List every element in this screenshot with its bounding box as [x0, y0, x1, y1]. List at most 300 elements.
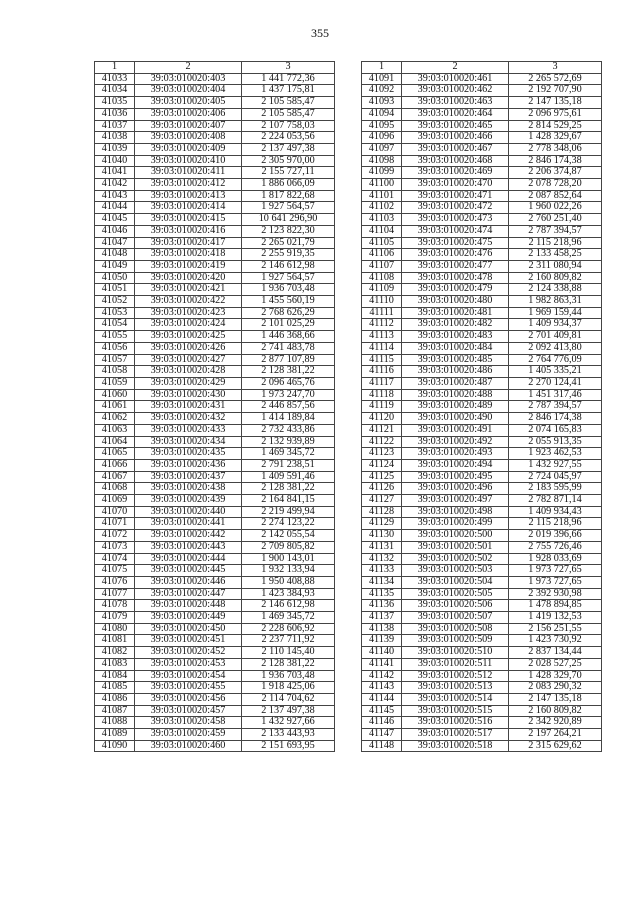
value-cell: 1 973 727,65 [509, 565, 602, 577]
row-number-cell: 41071 [95, 518, 135, 530]
value-cell: 2 110 145,40 [242, 647, 335, 659]
value-cell: 2 096 975,61 [509, 108, 602, 120]
value-cell: 1 428 329,67 [509, 132, 602, 144]
cadastral-number-cell: 39:03:010020:472 [402, 202, 509, 214]
table-row [95, 108, 335, 120]
value-cell: 2 128 381,22 [242, 483, 335, 495]
cadastral-number-cell: 39:03:010020:512 [402, 670, 509, 682]
cadastral-number-cell: 39:03:010020:506 [402, 600, 509, 612]
row-number-cell: 41043 [95, 190, 135, 202]
row-number-cell: 41042 [95, 179, 135, 191]
cadastral-number-cell: 39:03:010020:483 [402, 331, 509, 343]
value-cell: 1 428 329,70 [509, 670, 602, 682]
row-number-cell: 41056 [95, 342, 135, 354]
row-number-cell: 41075 [95, 565, 135, 577]
table-row [95, 448, 335, 460]
row-number-cell: 41060 [95, 389, 135, 401]
value-cell: 2 133 458,25 [509, 249, 602, 261]
cadastral-number-cell: 39:03:010020:492 [402, 436, 509, 448]
table-row [362, 623, 602, 635]
value-cell: 2 115 218,96 [509, 237, 602, 249]
value-cell: 1 936 703,48 [242, 670, 335, 682]
table-row [95, 319, 335, 331]
table-row [95, 85, 335, 97]
value-cell: 2 782 871,14 [509, 495, 602, 507]
value-cell: 2 160 809,82 [509, 272, 602, 284]
table-row [362, 530, 602, 542]
row-number-cell: 41090 [95, 740, 135, 752]
table-header-row [95, 62, 335, 74]
table-row [95, 342, 335, 354]
row-number-cell: 41107 [362, 260, 402, 272]
row-number-cell: 41116 [362, 366, 402, 378]
cadastral-number-cell: 39:03:010020:412 [135, 179, 242, 191]
row-number-cell: 41046 [95, 225, 135, 237]
row-number-cell: 41080 [95, 623, 135, 635]
value-cell: 2 846 174,38 [509, 413, 602, 425]
row-number-cell: 41128 [362, 506, 402, 518]
row-number-cell: 41078 [95, 600, 135, 612]
table-row [362, 600, 602, 612]
cadastral-number-cell: 39:03:010020:482 [402, 319, 509, 331]
row-number-cell: 41074 [95, 553, 135, 565]
row-number-cell: 41098 [362, 155, 402, 167]
cadastral-number-cell: 39:03:010020:438 [135, 483, 242, 495]
table-row [95, 284, 335, 296]
table-row [95, 471, 335, 483]
table-row [95, 296, 335, 308]
cadastral-number-cell: 39:03:010020:475 [402, 237, 509, 249]
value-cell: 2 115 218,96 [509, 518, 602, 530]
value-cell: 2 791 238,51 [242, 459, 335, 471]
row-number-cell: 41063 [95, 424, 135, 436]
table-row [95, 249, 335, 261]
cadastral-number-cell: 39:03:010020:440 [135, 506, 242, 518]
cadastral-number-cell: 39:03:010020:474 [402, 225, 509, 237]
value-cell: 2 055 913,35 [509, 436, 602, 448]
value-cell: 2 315 629,62 [509, 740, 602, 752]
row-number-cell: 41141 [362, 658, 402, 670]
value-cell: 2 197 264,21 [509, 729, 602, 741]
value-cell: 2 124 338,88 [509, 284, 602, 296]
row-number-cell: 41035 [95, 97, 135, 109]
table-row [95, 167, 335, 179]
cadastral-number-cell: 39:03:010020:427 [135, 354, 242, 366]
row-number-cell: 41059 [95, 377, 135, 389]
table-row [95, 214, 335, 226]
row-number-cell: 41122 [362, 436, 402, 448]
row-number-cell: 41111 [362, 307, 402, 319]
value-cell: 2 255 919,35 [242, 249, 335, 261]
table-row [362, 729, 602, 741]
cadastral-number-cell: 39:03:010020:465 [402, 120, 509, 132]
cadastral-number-cell: 39:03:010020:481 [402, 307, 509, 319]
table-row [362, 284, 602, 296]
value-cell: 2 146 612,98 [242, 600, 335, 612]
cadastral-number-cell: 39:03:010020:498 [402, 506, 509, 518]
row-number-cell: 41131 [362, 541, 402, 553]
row-number-cell: 41061 [95, 401, 135, 413]
cadastral-number-cell: 39:03:010020:471 [402, 190, 509, 202]
value-cell: 1 960 022,26 [509, 202, 602, 214]
row-number-cell: 41130 [362, 530, 402, 542]
value-cell: 2 741 483,78 [242, 342, 335, 354]
table-row [362, 202, 602, 214]
table-row [95, 495, 335, 507]
cadastral-number-cell: 39:03:010020:458 [135, 717, 242, 729]
cadastral-number-cell: 39:03:010020:429 [135, 377, 242, 389]
value-cell: 1 446 368,66 [242, 331, 335, 343]
cadastral-number-cell: 39:03:010020:502 [402, 553, 509, 565]
table-row [362, 693, 602, 705]
cadastral-number-cell: 39:03:010020:407 [135, 120, 242, 132]
row-number-cell: 41138 [362, 623, 402, 635]
table-row [362, 190, 602, 202]
value-cell: 1 469 345,72 [242, 612, 335, 624]
value-cell: 2 724 045,97 [509, 471, 602, 483]
row-number-cell: 41110 [362, 296, 402, 308]
cadastral-number-cell: 39:03:010020:434 [135, 436, 242, 448]
cadastral-number-cell: 39:03:010020:415 [135, 214, 242, 226]
cadastral-number-cell: 39:03:010020:448 [135, 600, 242, 612]
row-number-cell: 41094 [362, 108, 402, 120]
row-number-cell: 41113 [362, 331, 402, 343]
table-row [95, 225, 335, 237]
cadastral-number-cell: 39:03:010020:518 [402, 740, 509, 752]
row-number-cell: 41092 [362, 85, 402, 97]
value-cell: 1 423 384,93 [242, 588, 335, 600]
table-row [95, 260, 335, 272]
row-number-cell: 41065 [95, 448, 135, 460]
table-row [95, 670, 335, 682]
table-row [95, 600, 335, 612]
table-row [362, 377, 602, 389]
cadastral-number-cell: 39:03:010020:418 [135, 249, 242, 261]
row-number-cell: 41095 [362, 120, 402, 132]
cadastral-number-cell: 39:03:010020:439 [135, 495, 242, 507]
cadastral-number-cell: 39:03:010020:457 [135, 705, 242, 717]
row-number-cell: 41142 [362, 670, 402, 682]
value-cell: 2 147 135,18 [509, 97, 602, 109]
cadastral-number-cell: 39:03:010020:450 [135, 623, 242, 635]
cadastral-number-cell: 39:03:010020:454 [135, 670, 242, 682]
table-row [95, 565, 335, 577]
table-row [95, 553, 335, 565]
table-row [95, 377, 335, 389]
table-row [362, 740, 602, 752]
row-number-cell: 41087 [95, 705, 135, 717]
table-row [362, 296, 602, 308]
table-row [362, 237, 602, 249]
row-number-cell: 41127 [362, 495, 402, 507]
table-row [95, 272, 335, 284]
registry-table-right [361, 61, 602, 752]
table-row [362, 354, 602, 366]
value-cell: 2 846 174,38 [509, 155, 602, 167]
table-row [95, 331, 335, 343]
table-row [95, 307, 335, 319]
row-number-cell: 41137 [362, 612, 402, 624]
cadastral-number-cell: 39:03:010020:431 [135, 401, 242, 413]
row-number-cell: 41045 [95, 214, 135, 226]
column-header: 1 [95, 62, 135, 74]
cadastral-number-cell: 39:03:010020:491 [402, 424, 509, 436]
cadastral-number-cell: 39:03:010020:495 [402, 471, 509, 483]
cadastral-number-cell: 39:03:010020:430 [135, 389, 242, 401]
row-number-cell: 41054 [95, 319, 135, 331]
row-number-cell: 41120 [362, 413, 402, 425]
table-row [95, 120, 335, 132]
value-cell: 2 709 805,82 [242, 541, 335, 553]
table-row [362, 319, 602, 331]
table-row [362, 179, 602, 191]
table-row [95, 401, 335, 413]
cadastral-number-cell: 39:03:010020:494 [402, 459, 509, 471]
table-row [95, 143, 335, 155]
table-row [362, 565, 602, 577]
cadastral-number-cell: 39:03:010020:508 [402, 623, 509, 635]
table-row [362, 506, 602, 518]
cadastral-number-cell: 39:03:010020:478 [402, 272, 509, 284]
row-number-cell: 41044 [95, 202, 135, 214]
cadastral-number-cell: 39:03:010020:517 [402, 729, 509, 741]
value-cell: 2 270 124,41 [509, 377, 602, 389]
row-number-cell: 41114 [362, 342, 402, 354]
value-cell: 1 419 132,53 [509, 612, 602, 624]
value-cell: 2 128 381,22 [242, 658, 335, 670]
table-row [362, 307, 602, 319]
value-cell: 1 817 822,68 [242, 190, 335, 202]
cadastral-number-cell: 39:03:010020:497 [402, 495, 509, 507]
value-cell: 2 133 443,93 [242, 729, 335, 741]
row-number-cell: 41048 [95, 249, 135, 261]
cadastral-number-cell: 39:03:010020:503 [402, 565, 509, 577]
table-row [95, 623, 335, 635]
row-number-cell: 41102 [362, 202, 402, 214]
row-number-cell: 41033 [95, 73, 135, 85]
table-row [95, 682, 335, 694]
value-cell: 1 441 772,36 [242, 73, 335, 85]
value-cell: 1 409 934,37 [509, 319, 602, 331]
value-cell: 2 764 776,09 [509, 354, 602, 366]
table-row [362, 541, 602, 553]
cadastral-number-cell: 39:03:010020:470 [402, 179, 509, 191]
row-number-cell: 41093 [362, 97, 402, 109]
row-number-cell: 41057 [95, 354, 135, 366]
row-number-cell: 41077 [95, 588, 135, 600]
value-cell: 2 446 857,56 [242, 401, 335, 413]
cadastral-number-cell: 39:03:010020:443 [135, 541, 242, 553]
page-number: 355 [311, 26, 329, 40]
value-cell: 2 078 728,20 [509, 179, 602, 191]
value-cell: 2 028 527,25 [509, 658, 602, 670]
value-cell: 2 105 585,47 [242, 108, 335, 120]
cadastral-number-cell: 39:03:010020:493 [402, 448, 509, 460]
cadastral-number-cell: 39:03:010020:477 [402, 260, 509, 272]
cadastral-number-cell: 39:03:010020:464 [402, 108, 509, 120]
cadastral-number-cell: 39:03:010020:404 [135, 85, 242, 97]
cadastral-number-cell: 39:03:010020:411 [135, 167, 242, 179]
row-number-cell: 41105 [362, 237, 402, 249]
table-row [95, 647, 335, 659]
column-header: 2 [135, 62, 242, 74]
cadastral-number-cell: 39:03:010020:468 [402, 155, 509, 167]
value-cell: 1 469 345,72 [242, 448, 335, 460]
cadastral-number-cell: 39:03:010020:432 [135, 413, 242, 425]
cadastral-number-cell: 39:03:010020:441 [135, 518, 242, 530]
table-row [362, 448, 602, 460]
cadastral-number-cell: 39:03:010020:466 [402, 132, 509, 144]
table-row [362, 225, 602, 237]
table-row [362, 97, 602, 109]
registry-table-left [94, 61, 335, 752]
cadastral-number-cell: 39:03:010020:426 [135, 342, 242, 354]
value-cell: 2 087 852,64 [509, 190, 602, 202]
row-number-cell: 41036 [95, 108, 135, 120]
value-cell: 1 927 564,57 [242, 272, 335, 284]
table-row [362, 401, 602, 413]
row-number-cell: 41062 [95, 413, 135, 425]
cadastral-number-cell: 39:03:010020:476 [402, 249, 509, 261]
row-number-cell: 41051 [95, 284, 135, 296]
value-cell: 2 732 433,86 [242, 424, 335, 436]
row-number-cell: 41123 [362, 448, 402, 460]
table-row [362, 459, 602, 471]
row-number-cell: 41055 [95, 331, 135, 343]
row-number-cell: 41069 [95, 495, 135, 507]
table-row [362, 424, 602, 436]
table-row [362, 132, 602, 144]
value-cell: 2 164 841,15 [242, 495, 335, 507]
table-row [95, 518, 335, 530]
value-cell: 1 950 408,88 [242, 576, 335, 588]
cadastral-number-cell: 39:03:010020:500 [402, 530, 509, 542]
table-row [362, 612, 602, 624]
value-cell: 1 936 703,48 [242, 284, 335, 296]
value-cell: 2 768 626,29 [242, 307, 335, 319]
table-row [95, 413, 335, 425]
table-row [95, 506, 335, 518]
cadastral-number-cell: 39:03:010020:496 [402, 483, 509, 495]
cadastral-number-cell: 39:03:010020:499 [402, 518, 509, 530]
cadastral-number-cell: 39:03:010020:437 [135, 471, 242, 483]
value-cell: 2 192 707,90 [509, 85, 602, 97]
cadastral-number-cell: 39:03:010020:505 [402, 588, 509, 600]
value-cell: 1 414 189,84 [242, 413, 335, 425]
row-number-cell: 41039 [95, 143, 135, 155]
cadastral-number-cell: 39:03:010020:424 [135, 319, 242, 331]
row-number-cell: 41125 [362, 471, 402, 483]
table-row [362, 588, 602, 600]
value-cell: 2 114 704,62 [242, 693, 335, 705]
table-row [362, 436, 602, 448]
row-number-cell: 41067 [95, 471, 135, 483]
cadastral-number-cell: 39:03:010020:511 [402, 658, 509, 670]
row-number-cell: 41053 [95, 307, 135, 319]
table-row [95, 389, 335, 401]
cadastral-number-cell: 39:03:010020:416 [135, 225, 242, 237]
cadastral-number-cell: 39:03:010020:467 [402, 143, 509, 155]
value-cell: 1 969 159,44 [509, 307, 602, 319]
value-cell: 2 265 021,79 [242, 237, 335, 249]
cadastral-number-cell: 39:03:010020:515 [402, 705, 509, 717]
table-header-row [362, 62, 602, 74]
cadastral-number-cell: 39:03:010020:410 [135, 155, 242, 167]
row-number-cell: 41088 [95, 717, 135, 729]
cadastral-number-cell: 39:03:010020:413 [135, 190, 242, 202]
cadastral-number-cell: 39:03:010020:473 [402, 214, 509, 226]
cadastral-number-cell: 39:03:010020:461 [402, 73, 509, 85]
row-number-cell: 41037 [95, 120, 135, 132]
value-cell: 1 409 934,43 [509, 506, 602, 518]
row-number-cell: 41112 [362, 319, 402, 331]
value-cell: 2 224 053,56 [242, 132, 335, 144]
table-row [95, 740, 335, 752]
table-row [95, 576, 335, 588]
row-number-cell: 41106 [362, 249, 402, 261]
row-number-cell: 41097 [362, 143, 402, 155]
cadastral-number-cell: 39:03:010020:405 [135, 97, 242, 109]
row-number-cell: 41135 [362, 588, 402, 600]
value-cell: 1 409 591,46 [242, 471, 335, 483]
cadastral-number-cell: 39:03:010020:435 [135, 448, 242, 460]
value-cell: 2 206 374,87 [509, 167, 602, 179]
row-number-cell: 41050 [95, 272, 135, 284]
row-number-cell: 41034 [95, 85, 135, 97]
cadastral-number-cell: 39:03:010020:403 [135, 73, 242, 85]
table-row [95, 366, 335, 378]
row-number-cell: 41066 [95, 459, 135, 471]
cadastral-number-cell: 39:03:010020:433 [135, 424, 242, 436]
cadastral-number-cell: 39:03:010020:414 [135, 202, 242, 214]
value-cell: 2 142 055,54 [242, 530, 335, 542]
table-row [95, 179, 335, 191]
value-cell: 2 237 711,92 [242, 635, 335, 647]
value-cell: 2 755 726,46 [509, 541, 602, 553]
row-number-cell: 41118 [362, 389, 402, 401]
table-row [362, 120, 602, 132]
table-row [362, 670, 602, 682]
table-row [362, 167, 602, 179]
row-number-cell: 41041 [95, 167, 135, 179]
row-number-cell: 41070 [95, 506, 135, 518]
value-cell: 2 083 290,32 [509, 682, 602, 694]
value-cell: 1 900 143,01 [242, 553, 335, 565]
cadastral-number-cell: 39:03:010020:417 [135, 237, 242, 249]
table-row [362, 471, 602, 483]
value-cell: 2 160 809,82 [509, 705, 602, 717]
value-cell: 1 928 033,69 [509, 553, 602, 565]
cadastral-number-cell: 39:03:010020:516 [402, 717, 509, 729]
value-cell: 1 423 730,92 [509, 635, 602, 647]
row-number-cell: 41134 [362, 576, 402, 588]
row-number-cell: 41086 [95, 693, 135, 705]
cadastral-number-cell: 39:03:010020:422 [135, 296, 242, 308]
value-cell: 2 305 970,00 [242, 155, 335, 167]
cadastral-number-cell: 39:03:010020:485 [402, 354, 509, 366]
cadastral-number-cell: 39:03:010020:480 [402, 296, 509, 308]
table-row [95, 612, 335, 624]
table-row [95, 155, 335, 167]
cadastral-number-cell: 39:03:010020:451 [135, 635, 242, 647]
cadastral-number-cell: 39:03:010020:479 [402, 284, 509, 296]
cadastral-number-cell: 39:03:010020:447 [135, 588, 242, 600]
table-row [362, 647, 602, 659]
table-row [95, 73, 335, 85]
row-number-cell: 41140 [362, 647, 402, 659]
value-cell: 2 274 123,22 [242, 518, 335, 530]
cadastral-number-cell: 39:03:010020:489 [402, 401, 509, 413]
